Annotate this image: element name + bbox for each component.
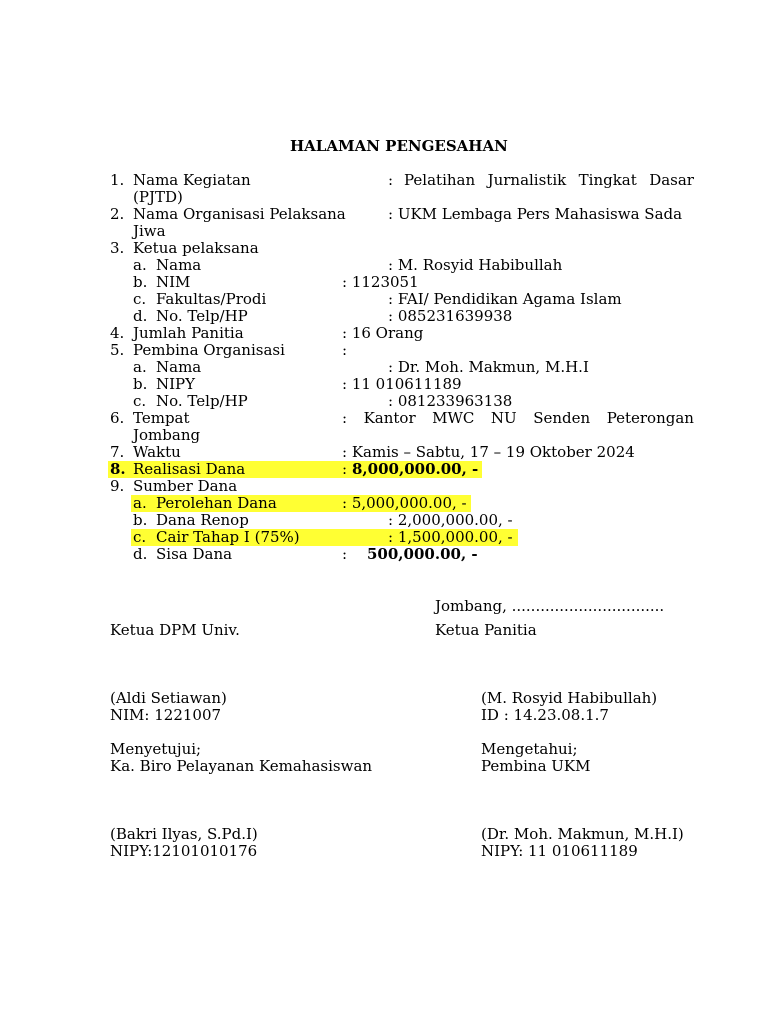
item-9b-label: Dana Renop — [156, 511, 249, 529]
item-6-word: NU — [490, 409, 517, 427]
item-6-value-cont: Jombang — [133, 426, 201, 444]
acknowledge-role: Pembina UKM — [481, 757, 591, 775]
item-5b-value: : 11 010611189 — [342, 375, 462, 393]
item-5b-letter: b. — [133, 375, 148, 393]
item-9-label: Sumber Dana — [133, 477, 238, 495]
item-3b-letter: b. — [133, 273, 148, 291]
item-6-label: Tempat — [133, 409, 190, 427]
item-6-word: MWC — [432, 409, 475, 427]
item-7-number: 7. — [110, 443, 125, 461]
item-9b-value: : 2,000,000.00, - — [388, 511, 513, 529]
item-6-word: : — [342, 409, 348, 427]
item-9d-letter: d. — [133, 545, 148, 563]
right-signer-name-2: (Dr. Moh. Makmun, M.H.I) — [481, 825, 684, 843]
item-3d-letter: d. — [133, 307, 148, 325]
item-5c-letter: c. — [133, 392, 147, 410]
item-1-value-cont: (PJTD) — [133, 188, 183, 206]
item-2-label-cont: Jiwa — [133, 222, 166, 240]
item-5b-label: NIPY — [156, 375, 196, 393]
item-9c-label: Cair Tahap I (75%) — [156, 528, 300, 546]
item-3c-letter: c. — [133, 290, 147, 308]
item-1-word: Jurnalistik — [487, 171, 567, 189]
item-1-word: Pelatihan — [404, 171, 476, 189]
item-1-word: Tingkat — [578, 171, 637, 189]
item-6-word: Kantor — [363, 409, 416, 427]
item-3b-value: : 1123051 — [342, 273, 419, 291]
item-9d-colon: : — [342, 545, 348, 563]
page-title: HALAMAN PENGESAHAN — [290, 137, 508, 155]
item-5-value: : — [342, 341, 348, 359]
right-signer-id: ID : 14.23.08.1.7 — [481, 706, 609, 724]
item-3c-value: : FAI/ Pendidikan Agama Islam — [388, 290, 622, 308]
item-5a-label: Nama — [156, 358, 202, 376]
left-signer-id-2: NIPY:12101010176 — [110, 842, 258, 860]
item-2-value: : UKM Lembaga Pers Mahasiswa Sada — [388, 205, 683, 223]
item-3-number: 3. — [110, 239, 125, 257]
left-signer-name: (Aldi Setiawan) — [110, 689, 227, 707]
item-1-label: Nama Kegiatan — [133, 171, 251, 189]
item-5a-value: : Dr. Moh. Makmun, M.H.I — [388, 358, 589, 376]
item-7-label: Waktu — [133, 443, 181, 461]
item-5-label: Pembina Organisasi — [133, 341, 285, 359]
item-8-colon: : — [342, 460, 348, 478]
item-2-label: Nama Organisasi Pelaksana — [133, 205, 346, 223]
item-5-number: 5. — [110, 341, 125, 359]
approve-role: Ka. Biro Pelayanan Kemahasiswan — [110, 757, 373, 775]
item-9a-value: : 5,000,000.00, - — [342, 494, 467, 512]
left-signer-name-2: (Bakri Ilyas, S.Pd.I) — [110, 825, 258, 843]
item-1-colon: : — [388, 171, 394, 189]
item-3-label: Ketua pelaksana — [133, 239, 259, 257]
item-5c-value: : 081233963138 — [388, 392, 513, 410]
item-7-value: : Kamis – Sabtu, 17 – 19 Oktober 2024 — [342, 443, 635, 461]
item-6-word: Senden — [533, 409, 591, 427]
item-8-number: 8. — [110, 460, 126, 478]
item-6-word: Peterongan — [606, 409, 694, 427]
item-5a-letter: a. — [133, 358, 147, 376]
place-date: Jombang, ................................ — [435, 597, 665, 615]
item-9-number: 9. — [110, 477, 125, 495]
item-9b-letter: b. — [133, 511, 148, 529]
item-4-value: : 16 Orang — [342, 324, 424, 342]
item-4-label: Jumlah Panitia — [133, 324, 244, 342]
item-3a-letter: a. — [133, 256, 147, 274]
right-role: Ketua Panitia — [435, 621, 537, 639]
item-9a-letter: a. — [133, 494, 147, 512]
item-8-value: 8,000,000.00, - — [352, 460, 479, 478]
item-9d-value: 500,000.00, - — [367, 545, 478, 563]
item-1-word: Dasar — [649, 171, 694, 189]
item-3d-label: No. Telp/HP — [156, 307, 248, 325]
item-9a-label: Perolehan Dana — [156, 494, 277, 512]
item-3c-label: Fakultas/Prodi — [156, 290, 267, 308]
right-signer-id-2: NIPY: 11 010611189 — [481, 842, 638, 860]
item-5c-label: No. Telp/HP — [156, 392, 248, 410]
item-6-number: 6. — [110, 409, 125, 427]
item-6-value — [342, 410, 694, 427]
right-signer-name: (M. Rosyid Habibullah) — [481, 689, 658, 707]
item-3a-label: Nama — [156, 256, 202, 274]
item-1-number: 1. — [110, 171, 125, 189]
item-9c-letter: c. — [133, 528, 147, 546]
item-8-label: Realisasi Dana — [133, 460, 246, 478]
item-3b-label: NIM — [156, 273, 191, 291]
acknowledge-label: Mengetahui; — [481, 740, 578, 758]
left-signer-id: NIM: 1221007 — [110, 706, 222, 724]
item-2-number: 2. — [110, 205, 125, 223]
item-9d-label: Sisa Dana — [156, 545, 233, 563]
item-9c-value: : 1,500,000.00, - — [388, 528, 513, 546]
item-3d-value: : 085231639938 — [388, 307, 513, 325]
approve-label: Menyetujui; — [110, 740, 202, 758]
item-3a-value: : M. Rosyid Habibullah — [388, 256, 563, 274]
left-role: Ketua DPM Univ. — [110, 621, 240, 639]
item-1-value — [404, 172, 694, 189]
item-4-number: 4. — [110, 324, 125, 342]
